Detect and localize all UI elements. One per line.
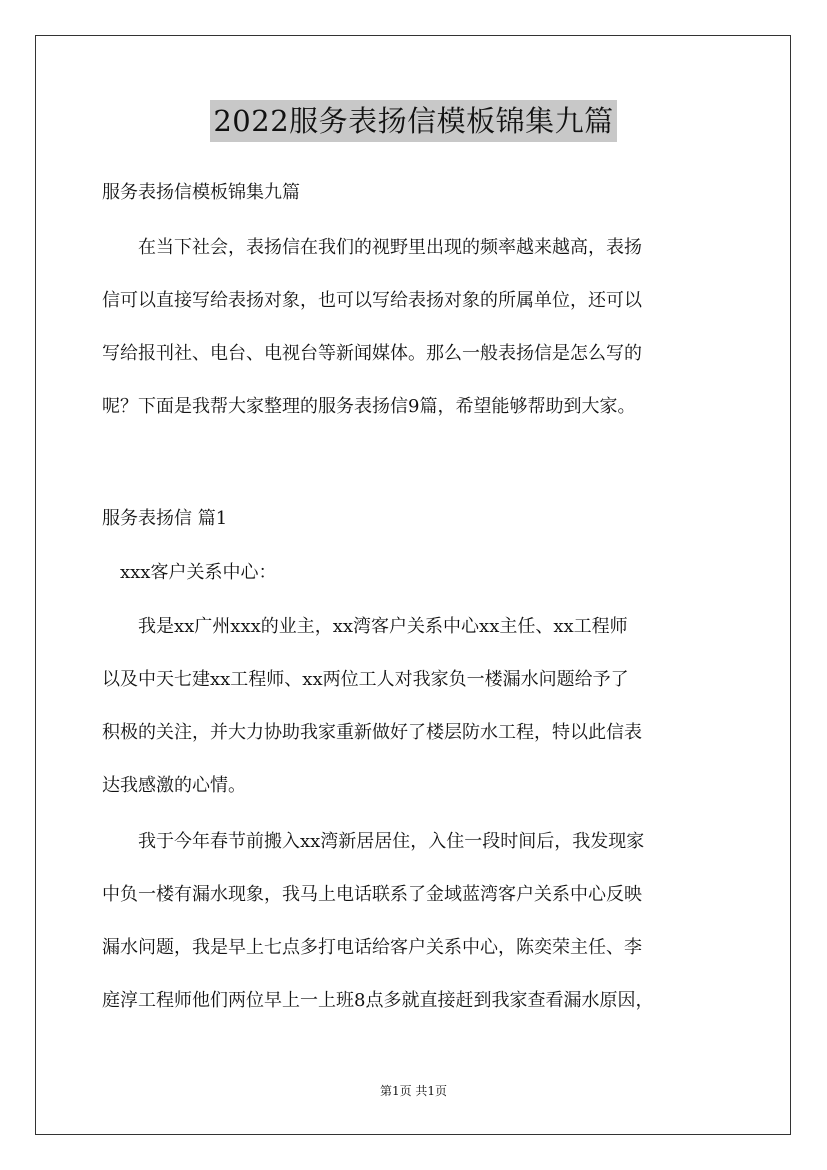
paragraph-line: 积极的关注，并大力协助我家重新做好了楼层防水工程，特以此信表 xyxy=(102,722,642,743)
intro-line: 在当下社会，表扬信在我们的视野里出现的频率越来越高，表扬 xyxy=(102,237,642,258)
salutation: xxx客户关系中心： xyxy=(120,562,277,583)
paragraph-line: 我于今年春节前搬入xx湾新居居住，入住一段时间后，我发现家 xyxy=(102,831,645,852)
document-title: 2022服务表扬信模板锦集九篇 xyxy=(210,100,616,142)
paragraph-line: 我是xx广州xxx的业主，xx湾客户关系中心xx主任、xx工程师 xyxy=(102,616,628,637)
body-paragraph-2 xyxy=(102,815,732,1027)
paragraph-line: 中负一楼有漏水现象，我马上电话联系了金域蓝湾客户关系中心反映 xyxy=(102,884,642,905)
body-paragraph-1 xyxy=(102,600,732,812)
intro-line: 写给报刊社、电台、电视台等新闻媒体。那么一般表扬信是怎么写的 xyxy=(102,343,642,364)
paragraph-line: 达我感激的心情。 xyxy=(102,775,246,796)
intro-paragraph xyxy=(102,221,732,433)
page-footer: 第1页 共1页 xyxy=(379,1084,448,1098)
paragraph-line: 以及中天七建xx工程师、xx两位工人对我家负一楼漏水问题给予了 xyxy=(102,669,629,690)
title-container xyxy=(0,100,827,142)
intro-line: 信可以直接写给表扬对象，也可以写给表扬对象的所属单位，还可以 xyxy=(102,290,642,311)
document-subtitle: 服务表扬信模板锦集九篇 xyxy=(102,182,300,203)
paragraph-line: 漏水问题，我是早上七点多打电话给客户关系中心，陈奕荣主任、李 xyxy=(102,937,642,958)
section-heading: 服务表扬信 篇1 xyxy=(102,508,228,529)
paragraph-line: 庭淳工程师他们两位早上一上班8点多就直接赶到我家查看漏水原因， xyxy=(102,990,654,1011)
intro-line: 呢？下面是我帮大家整理的服务表扬信9篇，希望能够帮助到大家。 xyxy=(102,396,636,417)
